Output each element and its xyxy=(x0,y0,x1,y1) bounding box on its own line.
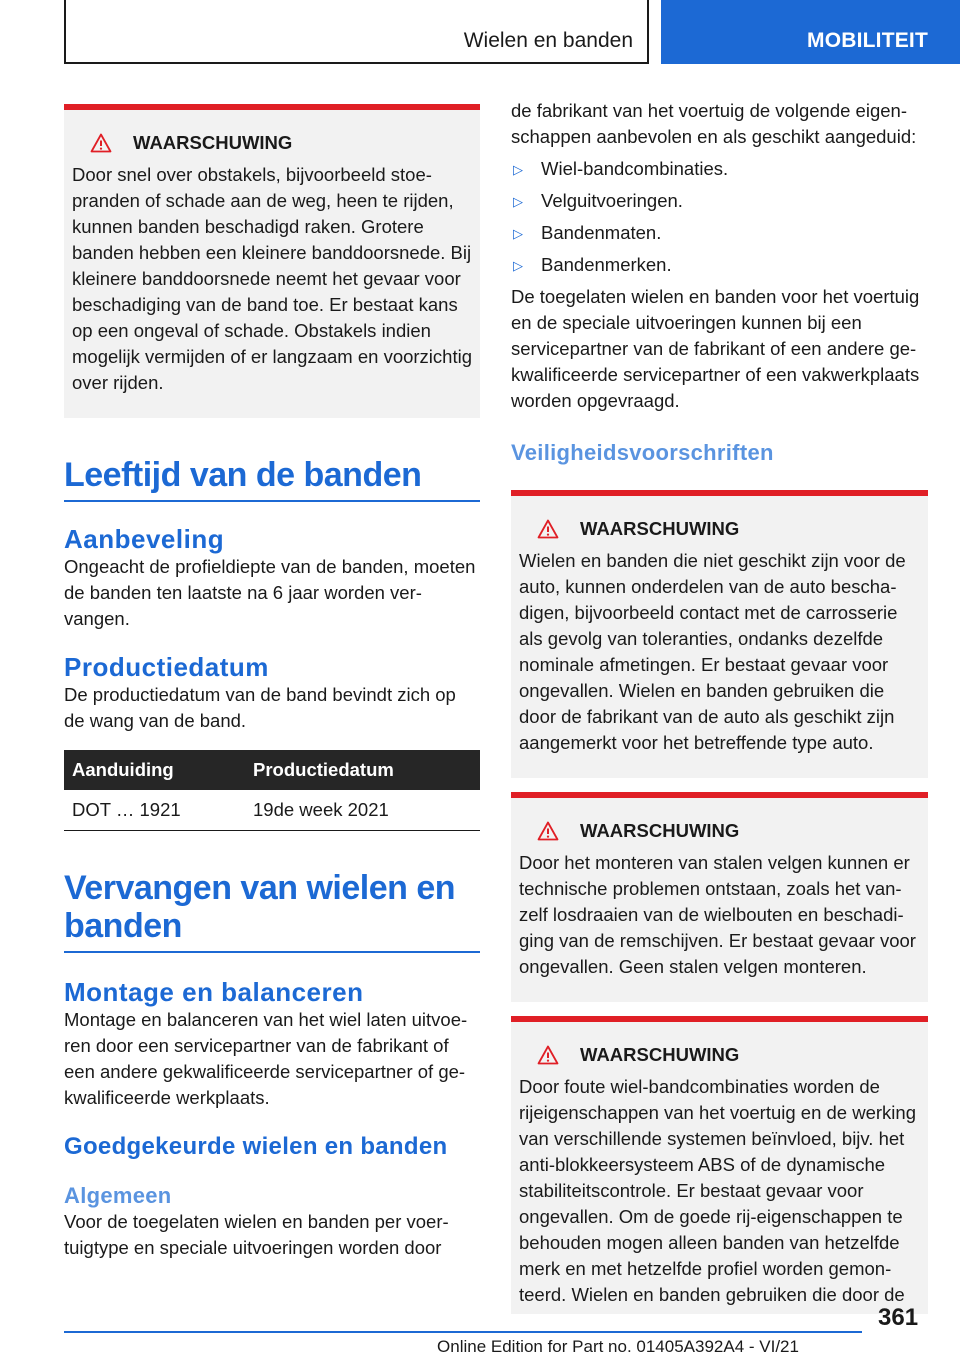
warning-box xyxy=(511,792,928,1002)
left-column xyxy=(64,104,480,1261)
warning-title: WAARSCHUWING xyxy=(580,820,740,841)
heading-replacing-wheels: Vervangen van wielen en banden xyxy=(64,869,480,953)
triangle-bullet-icon: ▷ xyxy=(513,194,523,209)
table-header-row xyxy=(64,750,480,790)
warning-title: WAARSCHUWING xyxy=(580,1044,740,1065)
warning-heading xyxy=(519,1042,920,1068)
list-item xyxy=(511,156,928,183)
heading-production-date: Productiedatum xyxy=(64,652,269,682)
production-date-table xyxy=(64,750,480,831)
list-item-text: Velguitvoeringen. xyxy=(541,190,683,211)
recommendation-text: Ongeacht de profieldiepte van de banden, moeten de banden ten laatste na 6 jaar worden vervangen. xyxy=(64,556,476,629)
warning-heading xyxy=(72,130,472,156)
heading-safety-rules: Veiligheidsvoorschriften xyxy=(511,440,774,465)
table-header-cell: Productiedatum xyxy=(245,750,480,790)
general-text: Voor de toegelaten wielen en banden per voertuigtype en speciale uitvoeringen worden door xyxy=(64,1210,449,1258)
warning-box xyxy=(511,490,928,778)
footer-divider xyxy=(64,1331,862,1333)
triangle-bullet-icon: ▷ xyxy=(513,162,523,177)
warning-text: Door foute wiel-bandcombinaties worden de rijeigenschappen van het voertuig en de werking van verschillende systemen beïnvloed, bijv. het anti-blokkeersysteem ABS of de dynamische stabiliteitscontrole. Er bestaat gevaar voor ongevallen. Om de goede rij-eigenschappen te behouden mogen alleen banden van hetzelfde merk en met hetzelfde profiel worden gemonteerd. Wielen en banden gebruiken die door de xyxy=(519,1076,916,1305)
triangle-bullet-icon: ▷ xyxy=(513,226,523,241)
heading-general: Algemeen xyxy=(64,1182,172,1208)
heading-recommendation: Aanbeveling xyxy=(64,524,225,554)
warning-heading xyxy=(519,516,920,542)
heading-mounting-balancing: Montage en balanceren xyxy=(64,976,364,1007)
warning-box xyxy=(64,104,480,418)
table-header-cell: Aanduiding xyxy=(64,750,245,790)
heading-approved-wheels: Goedgekeurde wielen en banden xyxy=(64,1132,448,1160)
list-item-text: Wiel-bandcombinaties. xyxy=(541,158,729,179)
table-row xyxy=(64,790,480,830)
list-item xyxy=(511,188,928,215)
warning-heading xyxy=(519,818,920,844)
footer-edition: Online Edition for Part no. 01405A392A4 - VI/21 xyxy=(437,1337,799,1356)
page-number: 361 xyxy=(878,1304,919,1331)
warning-text: Wielen en banden die niet geschikt zijn voor de auto, kunnen onderdelen van de auto beschadigen, bijvoorbeeld contact met de carrosserie als gevolg van toleranties, ondanks dezelfde nominale afmetingen. Er bestaat gevaar voor ongevallen. Wielen en banden gebruiken die door de fabrikant van de auto als geschikt zijn aangemerkt voor het betreffende type auto. xyxy=(519,550,906,753)
table-cell: 19de week 2021 xyxy=(245,790,480,830)
warning-text: Door het monteren van stalen velgen kunnen er technische problemen ontstaan, zoals het vanzelf losdraaien van de wielbouten en beschadiging van de remschijven. Er bestaat gevaar voor ongevallen. Geen stalen velgen monteren. xyxy=(519,852,916,977)
warning-title: WAARSCHUWING xyxy=(133,132,293,153)
running-header-section: Wielen en banden xyxy=(64,0,649,64)
warning-title: WAARSCHUWING xyxy=(580,518,740,539)
triangle-bullet-icon: ▷ xyxy=(513,258,523,273)
production-date-text: De productiedatum van de band bevindt zich op de wang van de band. xyxy=(64,684,456,731)
warning-box xyxy=(511,1016,928,1314)
list-item xyxy=(511,252,928,279)
intro-text: de fabrikant van het voertuig de volgende eigenschappen aanbevolen en als geschikt aangeduid: xyxy=(511,100,917,147)
warning-triangle-icon xyxy=(537,821,559,841)
warning-triangle-icon xyxy=(537,519,559,539)
list-item-text: Bandenmerken. xyxy=(541,254,672,275)
warning-triangle-icon xyxy=(537,1045,559,1065)
warning-triangle-icon xyxy=(90,133,112,153)
running-header-chapter: MOBILITEIT xyxy=(661,0,960,64)
after-list-text: De toegelaten wielen en banden voor het voertuig en de speciale uitvoeringen kunnen bij een servicepartner van de fabrikant of een andere gekwalificeerde servicepartner of een vakwerkplaats worden opgevraagd. xyxy=(511,286,920,411)
table-cell: DOT … 1921 xyxy=(64,790,245,830)
right-column xyxy=(511,98,928,1314)
list-item xyxy=(511,220,928,247)
mounting-text: Montage en balanceren van het wiel laten uitvoeren door een servicepartner van de fabrikant of een andere gekwalificeerde servicepartner of gekwalificeerde werkplaats. xyxy=(64,1008,468,1108)
list-item-text: Bandenmaten. xyxy=(541,222,662,243)
recommendation-list xyxy=(511,156,928,279)
heading-tire-age: Leeftijd van de banden xyxy=(64,456,480,502)
warning-text: Door snel over obstakels, bijvoorbeeld stoepranden of schade aan de weg, heen te rijden, kunnen banden beschadigd raken. Grotere banden hebben een kleinere banddoorsnede. Bij kleinere banddoorsnede neemt het gevaar voor beschadiging van de band toe. Er bestaat kans op een ongeval of schade. Obstakels indien mogelijk vermijden of er langzaam en voorzichtig over rijden. xyxy=(72,164,472,393)
